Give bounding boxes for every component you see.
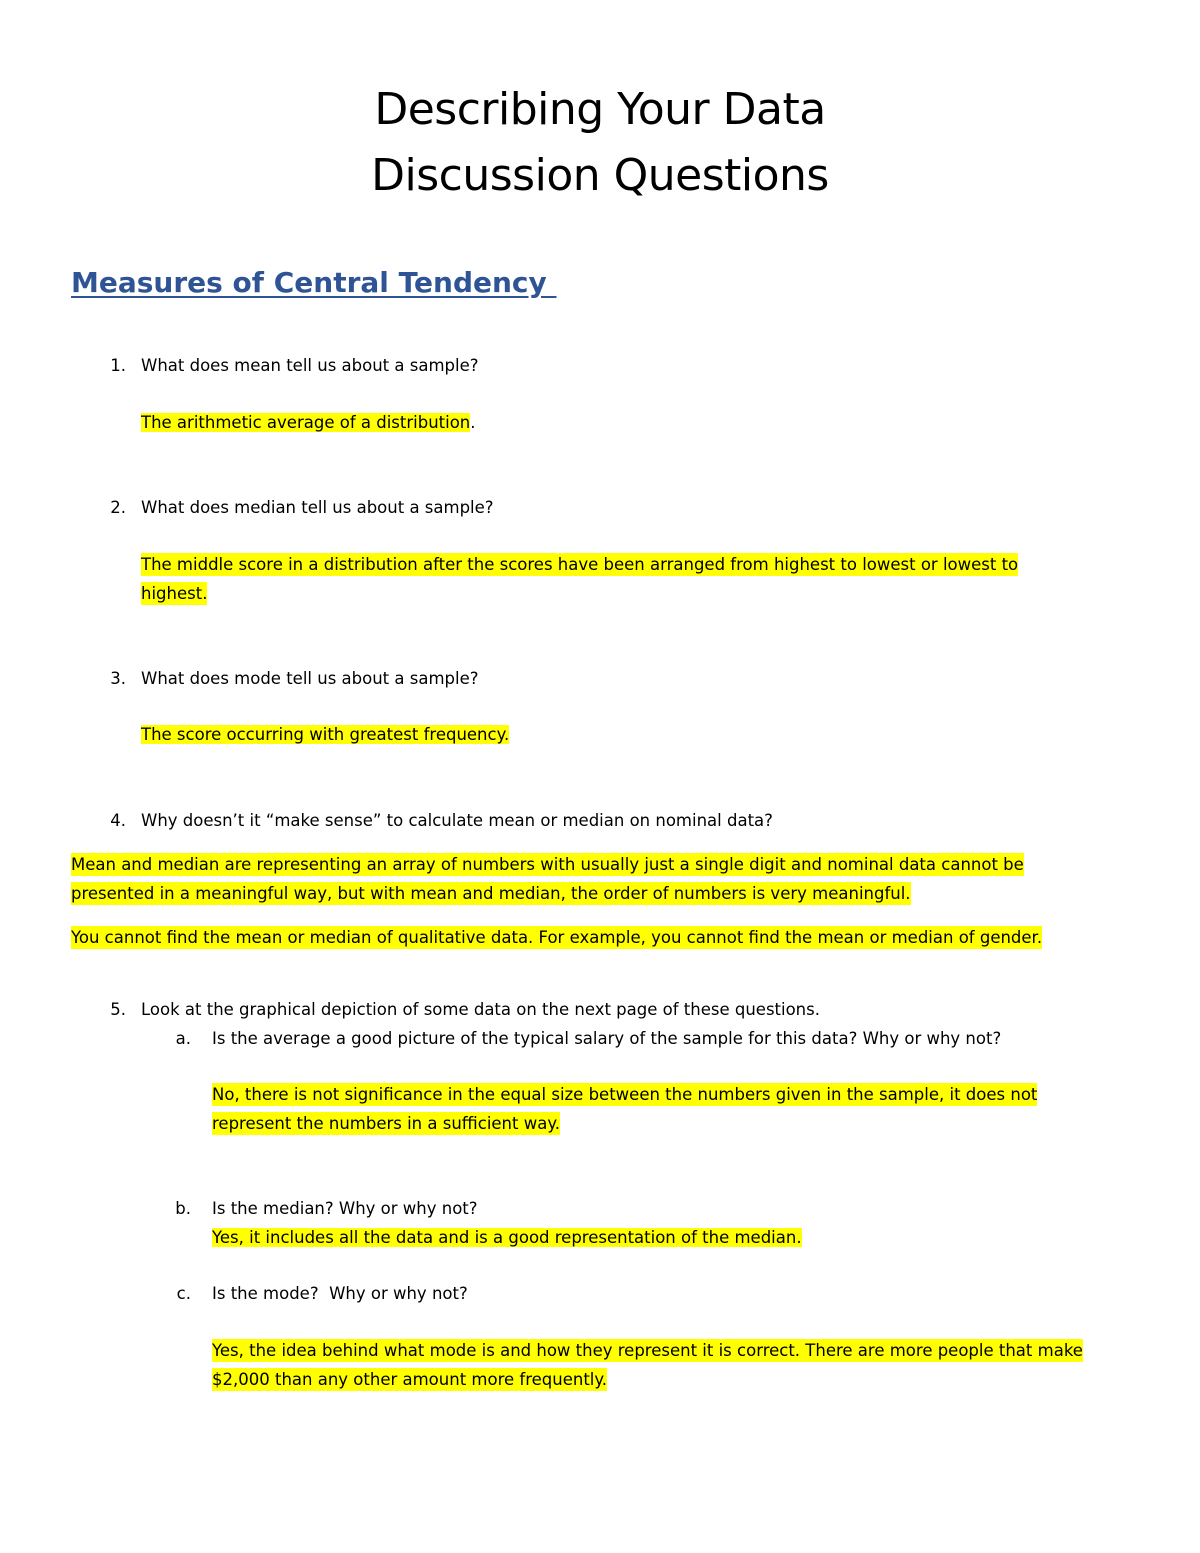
question-text: What does mean tell us about a sample? <box>141 356 479 375</box>
question-text: What does median tell us about a sample? <box>141 498 494 517</box>
answer-highlight: Yes, the idea behind what mode is and how they represent it is correct. There are more people that make $2,000 than any other amount more frequently. <box>212 1341 1083 1389</box>
question-text: What does mode tell us about a sample? <box>141 669 479 688</box>
document-title-line1: Describing Your Data <box>374 84 826 135</box>
answer-paragraph <box>71 850 1101 908</box>
question-number: 4. <box>110 811 126 830</box>
sub-answer-text <box>212 1080 1092 1138</box>
sub-question-letter: b. <box>175 1199 191 1218</box>
answer-highlight: Yes, it includes all the data and is a good representation of the median. <box>212 1228 802 1247</box>
question-number: 1. <box>110 356 126 375</box>
sub-answer-text <box>212 1336 1092 1394</box>
answer-highlight: The middle score in a distribution after the scores have been arranged from highest to lowest or lowest to highest. <box>141 555 1019 603</box>
question-number: 2. <box>110 498 126 517</box>
section-heading: Measures of Central Tendency <box>71 266 557 299</box>
sub-question-letter: a. <box>175 1029 191 1048</box>
answer-text <box>141 725 509 745</box>
answer-paragraph <box>71 923 1131 952</box>
answer-highlight: The arithmetic average of a distribution <box>141 413 471 432</box>
question-text: Why doesn’t it “make sense” to calculate mean or median on nominal data? <box>141 811 773 830</box>
answer-highlight: Mean and median are representing an array of numbers with usually just a single digit and nominal data cannot be presented in a meaningful way, but with mean and median, the order of numbers is very meaningful. <box>71 855 1024 903</box>
sub-question-letter: c. <box>176 1284 191 1303</box>
sub-question-text: Is the mode? Why or why not? <box>212 1284 468 1303</box>
answer-highlight: No, there is not significance in the equal size between the numbers given in the sample, it does not represent the numbers in a sufficient way. <box>212 1085 1038 1133</box>
document-title-line2: Discussion Questions <box>371 150 829 201</box>
sub-question-text: Is the median? Why or why not? <box>212 1199 478 1218</box>
question-number: 5. <box>110 1000 126 1019</box>
answer-highlight: You cannot find the mean or median of qualitative data. For example, you cannot find the mean or median of gender. <box>71 928 1043 947</box>
answer-highlight: The score occurring with greatest frequency. <box>141 725 510 744</box>
answer-text <box>141 413 476 433</box>
sub-question-text: Is the average a good picture of the typical salary of the sample for this data? Why or why not? <box>212 1029 1002 1048</box>
answer-tail: . <box>470 413 476 432</box>
sub-answer-text <box>212 1228 802 1248</box>
question-number: 3. <box>110 669 126 688</box>
question-text: Look at the graphical depiction of some data on the next page of these questions. <box>141 1000 820 1019</box>
answer-text <box>141 550 1081 608</box>
